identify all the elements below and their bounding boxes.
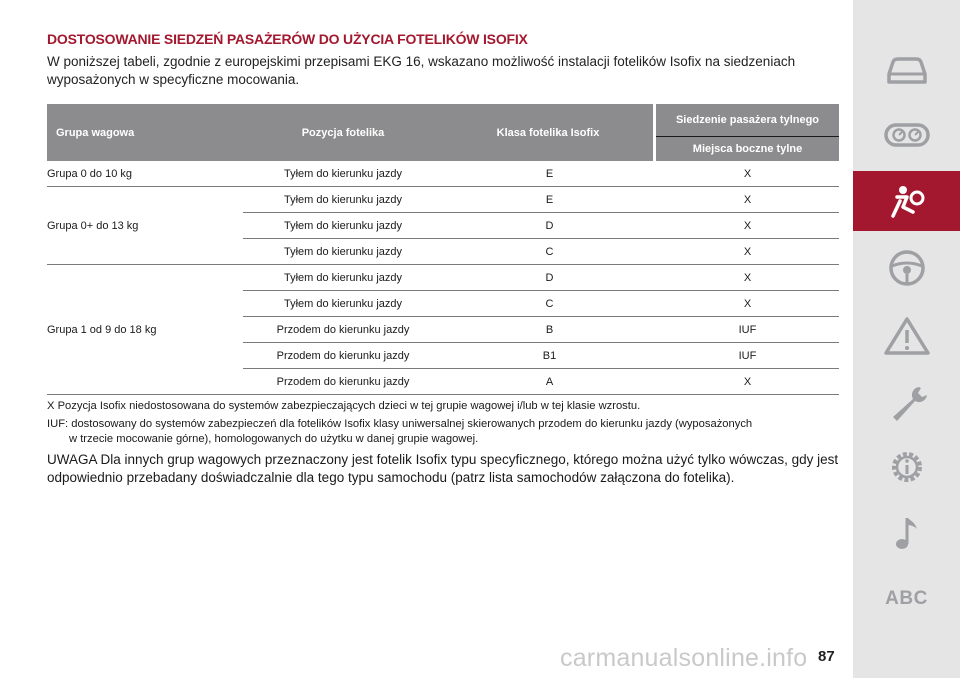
info-gear-icon	[883, 447, 931, 487]
position-cell: Tyłem do kierunku jazdy	[243, 265, 443, 291]
sidebar-item-maintenance[interactable]	[853, 373, 960, 433]
note-x: X Pozycja Isofix niedostosowana do systemów zabezpieczających dzieci w tej grupie wagowej i/lub w tej klasie wzrostu.	[47, 400, 641, 412]
abc-index-label: ABC	[885, 588, 928, 609]
position-cell: Tyłem do kierunku jazdy	[243, 239, 443, 265]
class-cell: E	[443, 187, 656, 213]
value-cell: X	[656, 161, 839, 187]
sidebar-item-index[interactable]	[853, 569, 960, 629]
sidebar-item-warnings[interactable]	[853, 306, 960, 366]
position-cell: Przodem do kierunku jazdy	[243, 369, 443, 395]
page-number: 87	[818, 648, 835, 665]
class-cell: C	[443, 291, 656, 317]
steering-wheel-icon	[883, 248, 931, 288]
note-uwaga: UWAGA Dla innych grup wagowych przeznaczony jest fotelik Isofix typu specyficznego, którego można użyć tylko wówczas, gdy jest odpowiednio przebadany doświadczalnie dla tego typu samochodu (patrz lista samochodów załączona do fotelika).	[47, 452, 839, 485]
class-cell: B1	[443, 343, 656, 369]
sidebar-item-multimedia[interactable]	[853, 503, 960, 563]
value-cell: X	[656, 213, 839, 239]
class-cell: B	[443, 317, 656, 343]
watermark: carmanualsonline.info	[560, 644, 808, 672]
class-cell: A	[443, 369, 656, 395]
airbag-person-icon	[883, 181, 931, 221]
page-title: DOSTOSOWANIE SIEDZEŃ PASAŻERÓW DO UŻYCIA FOTELIKÓW ISOFIX	[47, 31, 528, 47]
value-cell: X	[656, 369, 839, 395]
chapter-sidebar	[853, 0, 960, 678]
car-icon	[883, 50, 931, 90]
table-row	[47, 187, 839, 213]
intro-paragraph: W poniższej tabeli, zgodnie z europejskimi przepisami EKG 16, wskazano możliwość instalacji fotelików Isofix na siedzeniach wyposażonych w specyficzne mocowania.	[47, 54, 796, 87]
header-pozycja-fotelika: Pozycja fotelika	[243, 104, 443, 161]
note-iuf-continued: w trzecie mocowanie górne), homologowanych do użytku w danej grupie wagowej.	[69, 433, 479, 445]
sidebar-item-dashboard[interactable]	[853, 105, 960, 165]
value-cell: X	[656, 239, 839, 265]
sidebar-item-technical-data[interactable]	[853, 437, 960, 497]
position-cell: Tyłem do kierunku jazdy	[243, 187, 443, 213]
table-row	[47, 161, 839, 187]
position-cell: Przodem do kierunku jazdy	[243, 317, 443, 343]
position-cell: Tyłem do kierunku jazdy	[243, 213, 443, 239]
warning-triangle-icon	[883, 316, 931, 356]
dashboard-gauges-icon	[883, 115, 931, 155]
class-cell: E	[443, 161, 656, 187]
note-iuf: IUF: dostosowany do systemów zabezpieczeń dla fotelików Isofix klasy uniwersalnej skierowanych przodem do kierunku jazdy (wyposażonych	[47, 418, 753, 430]
group-cell: Grupa 0 do 10 kg	[47, 161, 243, 187]
group-cell: Grupa 0+ do 13 kg	[47, 187, 243, 265]
value-cell: IUF	[656, 317, 839, 343]
wrench-icon	[883, 383, 931, 423]
sidebar-item-driving[interactable]	[853, 238, 960, 298]
header-grupa-wagowa: Grupa wagowa	[47, 104, 243, 161]
value-cell: IUF	[656, 343, 839, 369]
music-note-icon	[883, 513, 931, 553]
class-cell: C	[443, 239, 656, 265]
table-row	[47, 265, 839, 291]
position-cell: Przodem do kierunku jazdy	[243, 343, 443, 369]
class-cell: D	[443, 265, 656, 291]
sidebar-item-safety[interactable]	[853, 171, 960, 231]
sidebar-item-car[interactable]	[853, 40, 960, 100]
value-cell: X	[656, 265, 839, 291]
position-cell: Tyłem do kierunku jazdy	[243, 161, 443, 187]
header-miejsca-boczne: Miejsca boczne tylne	[656, 137, 839, 162]
table-notes	[47, 399, 839, 486]
value-cell: X	[656, 187, 839, 213]
class-cell: D	[443, 213, 656, 239]
value-cell: X	[656, 291, 839, 317]
header-siedzenie-pasazera: Siedzenie pasażera tylnego	[656, 104, 839, 137]
isofix-table	[47, 104, 839, 395]
group-cell: Grupa 1 od 9 do 18 kg	[47, 265, 243, 395]
position-cell: Tyłem do kierunku jazdy	[243, 291, 443, 317]
header-klasa-fotelika: Klasa fotelika Isofix	[443, 104, 653, 161]
